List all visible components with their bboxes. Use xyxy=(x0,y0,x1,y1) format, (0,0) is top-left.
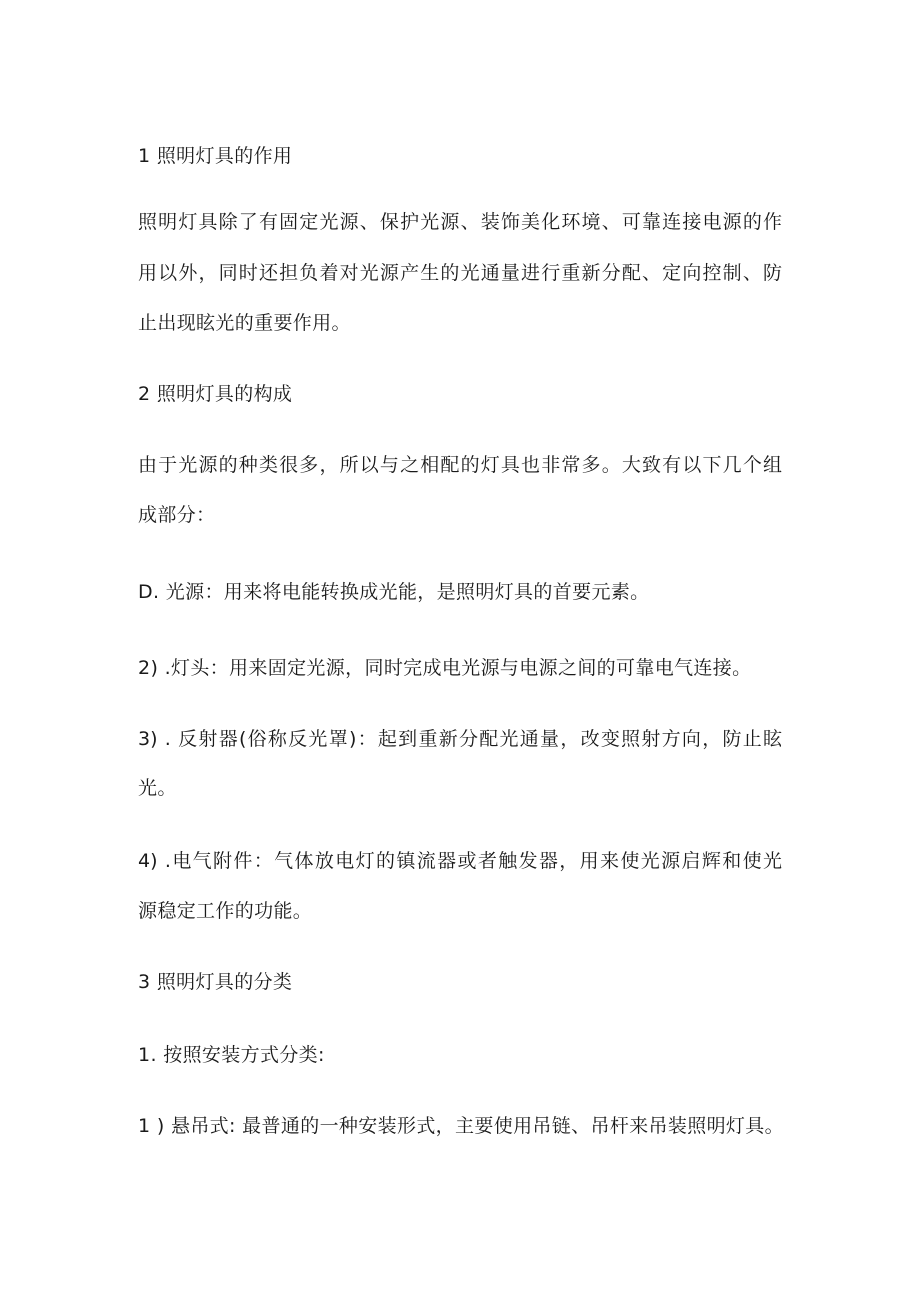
paragraph-line: 照明灯具除了有固定光源、保护光源、装饰美化环境、可靠连接电源的作 xyxy=(138,211,782,233)
paragraph-line: 成部分： xyxy=(138,504,216,526)
list-item-reflector: 3) . 反射器(俗称反光罩)：起到重新分配光通量，改变照射方向，防止眩 xyxy=(138,728,782,750)
list-item-lamp-cap: 2) .灯头：用来固定光源，同时完成电光源与电源之间的可靠电气连接。 xyxy=(138,657,752,679)
list-item-electrical-accessory: 4) .电气附件：气体放电灯的镇流器或者触发器，用来使光源启辉和使光 xyxy=(138,850,782,872)
subheading-installation: 1. 按照安装方式分类: xyxy=(138,1044,325,1066)
heading-lamp-composition: 2 照明灯具的构成 xyxy=(138,383,293,405)
list-item-electrical-accessory-cont: 源稳定工作的功能。 xyxy=(138,900,313,922)
paragraph-line: 止出现眩光的重要作用。 xyxy=(138,312,351,334)
paragraph-line: 用以外，同时还担负着对光源产生的光通量进行重新分配、定向控制、防 xyxy=(138,262,782,284)
list-item-light-source: D. 光源：用来将电能转换成光能，是照明灯具的首要元素。 xyxy=(138,581,650,603)
list-item-reflector-cont: 光。 xyxy=(138,777,177,799)
paragraph-line: 由于光源的种类很多，所以与之相配的灯具也非常多。大致有以下几个组 xyxy=(138,454,782,476)
heading-lamp-function: 1 照明灯具的作用 xyxy=(138,145,293,167)
heading-lamp-classification: 3 照明灯具的分类 xyxy=(138,971,293,993)
list-item-pendant: 1 ) 悬吊式: 最普通的一种安装形式，主要使用吊链、吊杆来吊装照明灯具。 xyxy=(138,1115,784,1137)
